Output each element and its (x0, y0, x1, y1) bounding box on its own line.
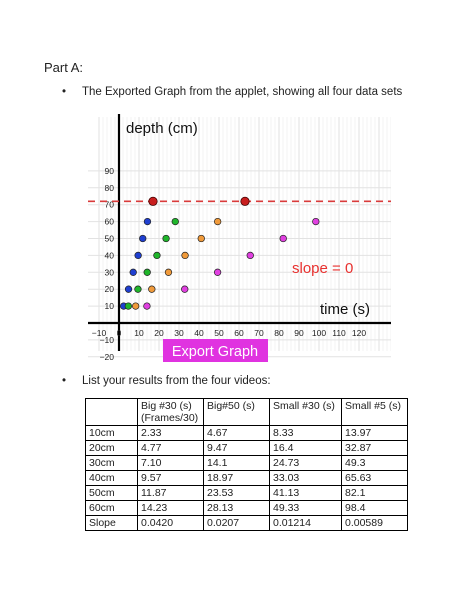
header-cell: Big #30 (s) (Frames/30) (138, 399, 204, 426)
table-cell: 18.97 (204, 471, 270, 486)
table-row (86, 501, 408, 516)
x-tick-label: 120 (351, 328, 367, 338)
x-tick-label: 0 (116, 328, 122, 338)
bullet-results-text: List your results from the four videos: (82, 375, 271, 387)
slope-label: slope = 0 (292, 260, 354, 277)
data-point (214, 218, 221, 225)
x-tick-label: −10 (91, 328, 107, 338)
table-cell: 0.00589 (342, 516, 408, 531)
data-point (163, 235, 170, 242)
data-point (149, 286, 156, 293)
data-point (165, 269, 172, 276)
data-point (125, 303, 132, 310)
table-cell: 82.1 (342, 486, 408, 501)
data-point (182, 252, 189, 259)
data-point (313, 218, 320, 225)
x-tick-label: 60 (234, 328, 244, 338)
data-point (144, 218, 151, 225)
export-graph-label: Export Graph (171, 344, 259, 360)
table-cell: 16.4 (270, 441, 342, 456)
data-point (139, 235, 146, 242)
header-cell (86, 399, 138, 426)
table-cell: 2.33 (138, 426, 204, 441)
table-cell: 28.13 (204, 501, 270, 516)
table-row (86, 486, 408, 501)
y-tick-label: −10 (99, 334, 114, 345)
bullet-dot: • (62, 86, 67, 98)
table-cell: 13.97 (342, 426, 408, 441)
results-table (85, 398, 408, 531)
table-cell: Slope (86, 516, 138, 531)
table-cell: 0.01214 (270, 516, 342, 531)
table-row (86, 441, 408, 456)
part-a-heading: Part A: (44, 60, 84, 75)
table-cell: 20cm (86, 441, 138, 456)
x-tick-label: 50 (214, 328, 224, 338)
x-tick-label: 80 (274, 328, 284, 338)
table-cell: 40cm (86, 471, 138, 486)
table-cell: 4.67 (204, 426, 270, 441)
y-tick-label: 50 (104, 233, 114, 244)
exported-graph (88, 112, 391, 367)
x-tick-label: 40 (194, 328, 204, 338)
table-cell: 50cm (86, 486, 138, 501)
table-cell: 49.3 (342, 456, 408, 471)
data-point (144, 303, 151, 310)
table-header-row (86, 399, 408, 426)
data-point (198, 235, 205, 242)
table-cell: 7.10 (138, 456, 204, 471)
table-cell: 14.23 (138, 501, 204, 516)
y-tick-label: 40 (104, 250, 114, 261)
header-cell: Big#50 (s) (204, 399, 270, 426)
table-cell: 10cm (86, 426, 138, 441)
table-cell: 9.57 (138, 471, 204, 486)
data-point (172, 218, 179, 225)
table-cell: 60cm (86, 501, 138, 516)
table-cell: 65.63 (342, 471, 408, 486)
data-points (120, 218, 319, 309)
reference-point (149, 197, 157, 205)
table-cell: 4.77 (138, 441, 204, 456)
table-cell: 8.33 (270, 426, 342, 441)
x-tick-label: 90 (294, 328, 304, 338)
header-cell: Small #30 (s) (270, 399, 342, 426)
table-cell: 32.87 (342, 441, 408, 456)
table-row (86, 456, 408, 471)
table-row (86, 426, 408, 441)
y-tick-label: 20 (104, 284, 114, 295)
y-tick-label: 90 (104, 165, 114, 176)
data-point (130, 269, 137, 276)
x-tick-label: 10 (134, 328, 144, 338)
y-tick-label: 10 (104, 301, 114, 312)
table-cell: 9.47 (204, 441, 270, 456)
table-cell: 0.0420 (138, 516, 204, 531)
header-cell: Small #5 (s) (342, 399, 408, 426)
y-tick-label: −20 (99, 351, 114, 362)
grid-lines (88, 117, 391, 357)
y-tick-label: 70 (104, 199, 114, 210)
data-point (154, 252, 161, 259)
data-point (181, 286, 188, 293)
table-cell: 24.73 (270, 456, 342, 471)
table-cell: 41.13 (270, 486, 342, 501)
data-point (135, 252, 142, 259)
data-point (135, 286, 142, 293)
table-cell: 14.1 (204, 456, 270, 471)
data-point (125, 286, 132, 293)
data-point (144, 269, 151, 276)
data-point (280, 235, 287, 242)
bullet-graph-text: The Exported Graph from the applet, showing all four data sets (82, 86, 403, 98)
table-cell: 0.0207 (204, 516, 270, 531)
table-cell: 98.4 (342, 501, 408, 516)
table-cell: 23.53 (204, 486, 270, 501)
x-tick-label: 110 (332, 328, 346, 338)
y-tick-label: 60 (104, 216, 114, 227)
x-tick-label: 70 (254, 328, 264, 338)
reference-point (241, 197, 249, 205)
table-cell: 30cm (86, 456, 138, 471)
x-tick-label: 100 (311, 328, 327, 338)
bullet-dot: • (62, 375, 67, 387)
y-tick-label: 80 (104, 182, 114, 193)
x-tick-label: 30 (174, 328, 184, 338)
table-cell: 49.33 (270, 501, 342, 516)
data-point (214, 269, 221, 276)
data-point (132, 303, 139, 310)
table-cell: 11.87 (138, 486, 204, 501)
table-row (86, 516, 408, 531)
table-row (86, 471, 408, 486)
table-cell: 33.03 (270, 471, 342, 486)
y-tick-label: 30 (104, 267, 114, 278)
y-axis-label: depth (cm) (126, 120, 198, 137)
data-point (247, 252, 254, 259)
x-tick-label: 20 (154, 328, 164, 338)
x-axis-label: time (s) (320, 301, 370, 318)
